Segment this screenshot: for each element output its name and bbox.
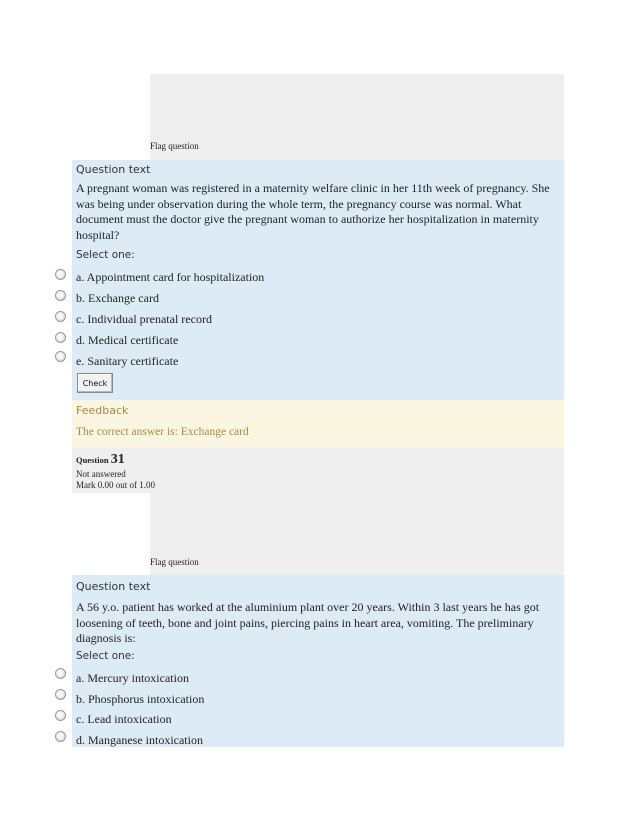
q30-radio-b[interactable] — [55, 290, 66, 301]
q30-radio-a[interactable] — [55, 269, 66, 280]
q31-question-text: A 56 y.o. patient has worked at the aluminium plant over 20 years. Within 3 last years he has got loosening of teeth, bone and joint pains, piercing pains in heart area, vomiting. The preliminary diagnosis is: — [76, 600, 540, 645]
q30-option-b[interactable]: b. Exchange card — [76, 291, 159, 305]
q30-radio-d[interactable] — [55, 332, 66, 343]
q31-option-b[interactable]: b. Phosphorus intoxication — [76, 692, 205, 706]
q31-flag-question[interactable]: Flag question — [150, 557, 199, 567]
q31-radio-d[interactable] — [55, 731, 66, 742]
q31-question-block — [72, 575, 564, 747]
q30-option-a[interactable]: a. Appointment card for hospitalization — [76, 270, 265, 284]
q31-question-label: Question — [76, 455, 109, 465]
q30-radio-e[interactable] — [55, 351, 66, 362]
check-button[interactable]: Check — [77, 373, 113, 393]
q30-question-text: A pregnant woman was registered in a maternity welfare clinic in her 11th week of pregnancy. She was being under observation during the whole term, the pregnancy course was normal. What document must the doctor give the pregnant woman to authorize her hospitalization in maternity hospital? — [76, 181, 550, 242]
q31-radio-c[interactable] — [55, 710, 66, 721]
q31-option-c[interactable]: c. Lead intoxication — [76, 712, 172, 726]
q31-question-text-heading: Question text — [76, 580, 151, 593]
q30-feedback-block — [72, 400, 564, 448]
feedback-heading: Feedback — [76, 404, 129, 417]
q30-flag-question[interactable]: Flag question — [150, 141, 199, 151]
q31-option-a[interactable]: a. Mercury intoxication — [76, 671, 189, 685]
q31-status: Not answered — [76, 469, 126, 479]
q31-question-number — [76, 452, 125, 468]
q30-question-block — [72, 160, 564, 370]
q30-option-c[interactable]: c. Individual prenatal record — [76, 312, 212, 326]
q30-option-e[interactable]: e. Sanitary certificate — [76, 354, 179, 368]
q31-mark: Mark 0.00 out of 1.00 — [76, 480, 155, 490]
q30-select-one-label: Select one: — [76, 249, 135, 261]
q30-radio-c[interactable] — [55, 311, 66, 322]
q31-radio-a[interactable] — [55, 668, 66, 679]
q31-select-one-label: Select one: — [76, 650, 135, 662]
q30-option-d[interactable]: d. Medical certificate — [76, 333, 179, 347]
q31-option-d[interactable]: d. Manganese intoxication — [76, 733, 203, 747]
q31-radio-b[interactable] — [55, 689, 66, 700]
q30-question-text-heading: Question text — [76, 163, 151, 176]
q31-info-side — [72, 493, 150, 578]
q30-info-side — [72, 74, 150, 160]
q30-check-row — [72, 370, 564, 400]
q31-number: 31 — [110, 452, 125, 467]
feedback-text: The correct answer is: Exchange card — [76, 426, 249, 438]
